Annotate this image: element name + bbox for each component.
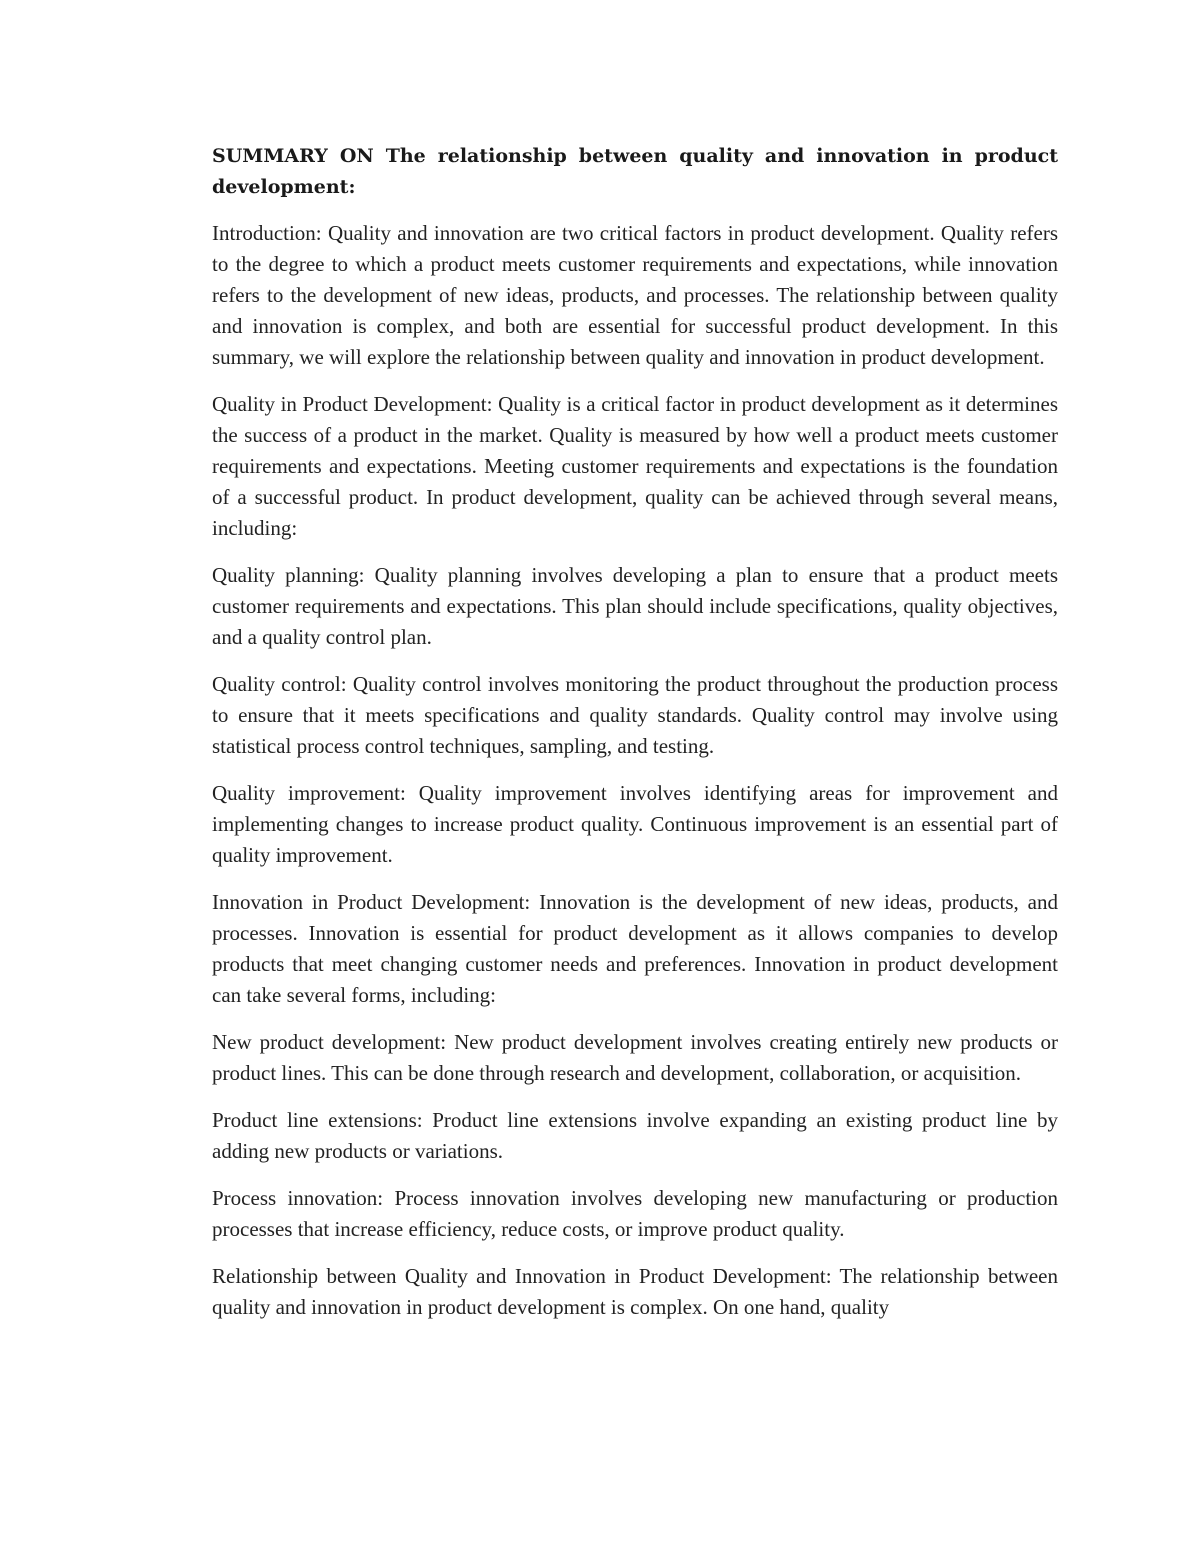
paragraph-product-line-extensions: Product line extensions: Product line extensions involve expanding an existing product line by adding new products or variations. bbox=[212, 1108, 1058, 1163]
document-body bbox=[212, 141, 1058, 1339]
document-title: SUMMARY ON The relationship between quality and innovation in product development: bbox=[212, 145, 1058, 198]
paragraph-new-product-development: New product development: New product development involves creating entirely new products or product lines. This can be done through research and development, collaboration, or acquisition. bbox=[212, 1030, 1058, 1085]
paragraph-introduction: Introduction: Quality and innovation are two critical factors in product development. Quality refers to the degree to which a product meets customer requirements and expectations, while innovation refers to the development of new ideas, products, and processes. The relationship between quality and innovation is complex, and both are essential for successful product development. In this summary, we will explore the relationship between quality and innovation in product development. bbox=[212, 221, 1058, 369]
paragraph-process-innovation: Process innovation: Process innovation involves developing new manufacturing or production processes that increase efficiency, reduce costs, or improve product quality. bbox=[212, 1186, 1058, 1241]
paragraph-relationship: Relationship between Quality and Innovation in Product Development: The relationship between quality and innovation in product development is complex. On one hand, quality bbox=[212, 1264, 1058, 1319]
paragraph-quality-in-product-development: Quality in Product Development: Quality is a critical factor in product development as it determines the success of a product in the market. Quality is measured by how well a product meets customer requirements and expectations. Meeting customer requirements and expectations is the foundation of a successful product. In product development, quality can be achieved through several means, including: bbox=[212, 392, 1058, 540]
paragraph-quality-control: Quality control: Quality control involves monitoring the product throughout the production process to ensure that it meets specifications and quality standards. Quality control may involve using statistical process control techniques, sampling, and testing. bbox=[212, 672, 1058, 758]
paragraph-quality-planning: Quality planning: Quality planning involves developing a plan to ensure that a product meets customer requirements and expectations. This plan should include specifications, quality objectives, and a quality control plan. bbox=[212, 563, 1058, 649]
paragraph-innovation-in-product-development: Innovation in Product Development: Innovation is the development of new ideas, products, and processes. Innovation is essential for product development as it allows companies to develop products that meet changing customer needs and preferences. Innovation in product development can take several forms, including: bbox=[212, 890, 1058, 1007]
paragraph-quality-improvement: Quality improvement: Quality improvement involves identifying areas for improvement and implementing changes to increase product quality. Continuous improvement is an essential part of quality improvement. bbox=[212, 781, 1058, 867]
